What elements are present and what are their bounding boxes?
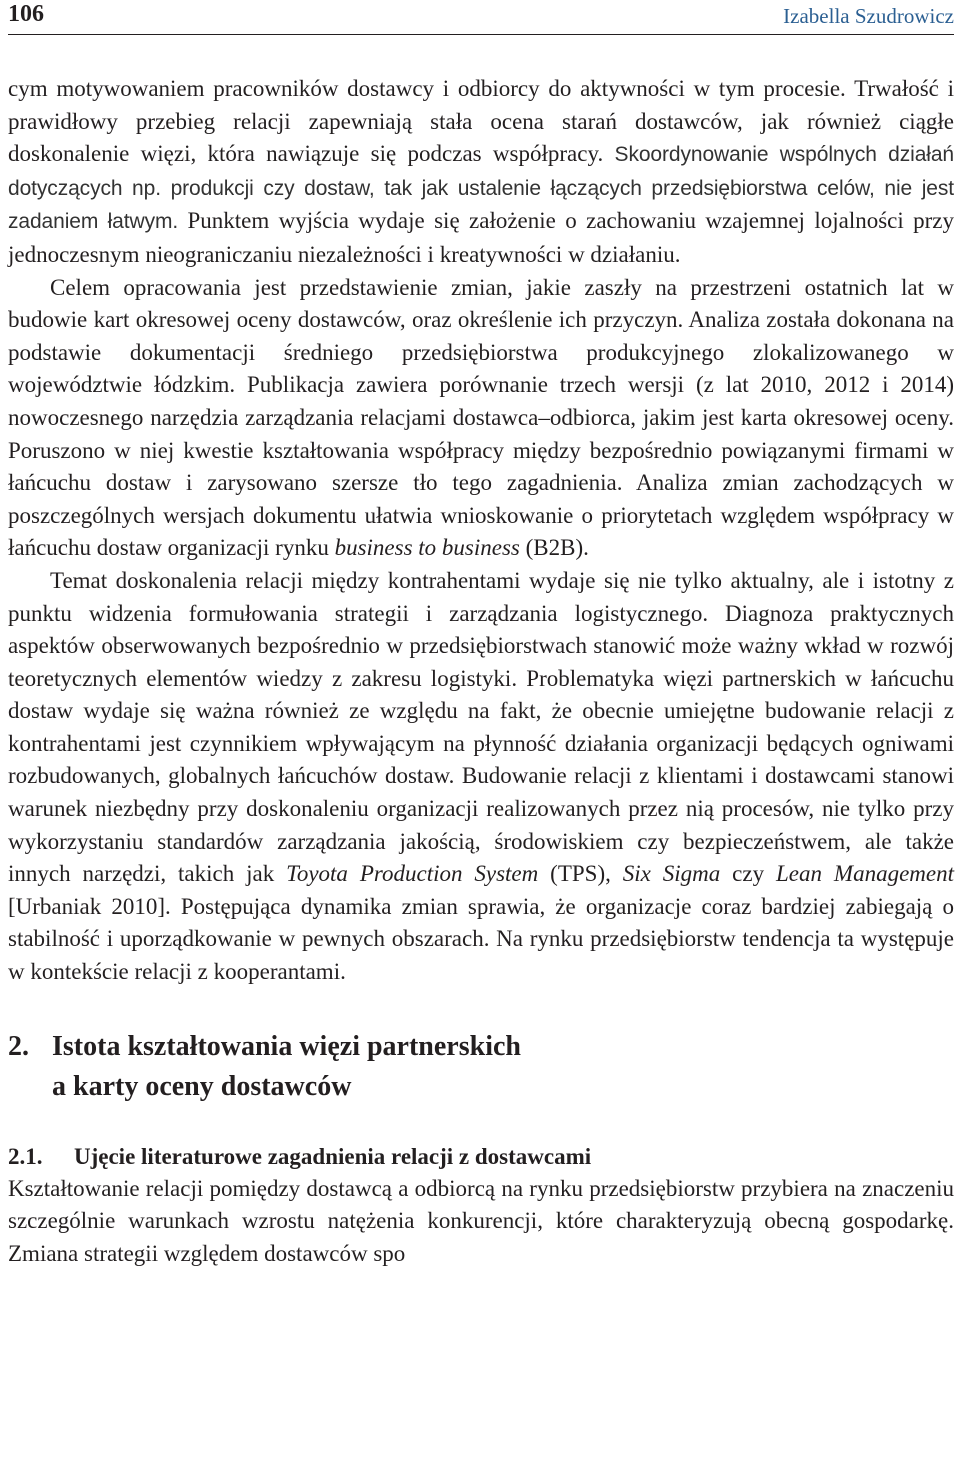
section-heading-2 bbox=[8, 1027, 954, 1107]
paragraph-3-italic-six-sigma: Six Sigma bbox=[622, 861, 721, 887]
paragraph-1-text-b: Punktem wyjścia wydaje się założenie o zachowaniu wzajemnej lojalności przy jednoczesnym nieograniczaniu niezależności i kreatywności w działaniu. bbox=[8, 208, 955, 267]
paragraph-3-italic-lean: Lean Management bbox=[776, 861, 954, 887]
paragraph-3 bbox=[8, 565, 954, 989]
section-2-title bbox=[52, 1027, 521, 1107]
section-heading-2-1 bbox=[8, 1141, 954, 1173]
paragraph-3-text-c: czy bbox=[720, 861, 777, 887]
section-2-number: 2. bbox=[8, 1030, 29, 1062]
paragraph-1 bbox=[8, 73, 954, 272]
paragraph-2-text-b: (B2B). bbox=[519, 535, 589, 561]
paragraph-2-italic: business to business bbox=[334, 535, 520, 561]
section-2-title-line-2: a karty oceny dostawców bbox=[52, 1070, 352, 1102]
page-header bbox=[8, 0, 954, 35]
body-text bbox=[8, 73, 954, 1270]
paragraph-1-text-a: cym motywowaniem pracowników dostawcy i odbiorcy do aktywności w tym procesie. Trwałość i prawidłowy przebieg relacji zapewniają stała ocena starań dostawców, jak również ciągłe doskonalenie więzi, która nawiązuje się podczas współpracy. bbox=[8, 76, 954, 167]
paragraph-3-text-d: [Urbaniak 2010]. Postępująca dynamika zmian sprawia, że organizacje coraz bardziej zabiegają o stabilność i uporządkowanie w pewnych obszarach. Na rynku przedsiębiorstw tendencja ta występuje w kontekście relacji z kooperantami. bbox=[8, 893, 954, 985]
section-2-title-line-1: Istota kształtowania więzi partnerskich bbox=[52, 1030, 521, 1062]
page-number: 106 bbox=[8, 1, 44, 27]
paragraph-4 bbox=[8, 1173, 954, 1271]
section-2-1-number: 2.1. bbox=[8, 1143, 43, 1169]
paragraph-3-text-a: Temat doskonalenia relacji między kontrahentami wydaje się nie tylko aktualny, ale i istotny z punktu widzenia formułowania strategii i zarządzania logistycznego. Diagnoza praktycznych aspektów obserwowanych bezpośrednio w przedsiębiorstwach stanowić może ważny wkład w rozwój teoretycznych elementów wiedzy z zakresu logistyki. Problematyka więzi partnerskich w łańcuchu dostaw wydaje się ważna również ze względu na fakt, że obecnie umiejętne budowanie relacji z kontrahentami jest czynnikiem wpływającym na płynność działania organizacji będących ogniwami rozbudowanych, globalnych łańcuchów dostaw. Budowanie relacji z klientami i dostawcami stanowi warunek niezbędny przy doskonaleniu organizacji realizowanych przez nią procesów, nie tylko przy wykorzystaniu standardów zarządzania jakością, środowiskiem czy bezpieczeństwem, ale także innych narzędzi, takich jak bbox=[8, 567, 954, 887]
paragraph-3-italic-tps: Toyota Production System bbox=[286, 861, 539, 887]
section-2-1-title: Ujęcie literaturowe zagadnienia relacji z dostawcami bbox=[74, 1143, 592, 1169]
paragraph-4-text: Kształtowanie relacji pomiędzy dostawcą a odbiorcą na rynku przedsiębiorstw przybiera na znaczeniu szczególnie warunkach wzrostu natężenia konkurencji, które charakteryzują obecną gospodarkę. Zmiana strategii względem dostawców spo bbox=[8, 1175, 954, 1266]
paragraph-2-text-a: Celem opracowania jest przedstawienie zmian, jakie zaszły na przestrzeni ostatnich lat w budowie kart okresowej oceny dostawców, oraz określenie ich przyczyn. Analiza została dokonana na podstawie dokumentacji średniego przedsiębiorstwa produkcyjnego zlokalizowanego w województwie łódzkim. Publikacja zawiera porównanie trzech wersji (z lat 2010, 2012 i 2014) nowoczesnego narzędzia zarządzania relacjami dostawca–odbiorca, jakim jest karta okresowej oceny. Poruszono w niej kwestie kształtowania współpracy między bezpośrednio powiązanymi firmami w łańcuchu dostaw i zarysowano szersze tło tego zagadnienia. Analiza zmian zachodzących w poszczególnych wersjach dokumentu ułatwia wnioskowanie o priorytetach względem współpracy w łańcuchu dostaw organizacji rynku bbox=[8, 274, 954, 561]
paragraph-2 bbox=[8, 272, 954, 565]
document-page bbox=[8, 0, 954, 1270]
paragraph-3-text-b: (TPS), bbox=[538, 861, 623, 887]
running-head-author: Izabella Szudrowicz bbox=[783, 4, 954, 28]
paragraph-1-text-sans: Skoordynowanie wspólnych działań dotyczących np. produkcji czy dostaw, tak jak ustalenie łączących przedsiębiorstwa celów, nie jest zadaniem łatwym. bbox=[8, 143, 954, 234]
